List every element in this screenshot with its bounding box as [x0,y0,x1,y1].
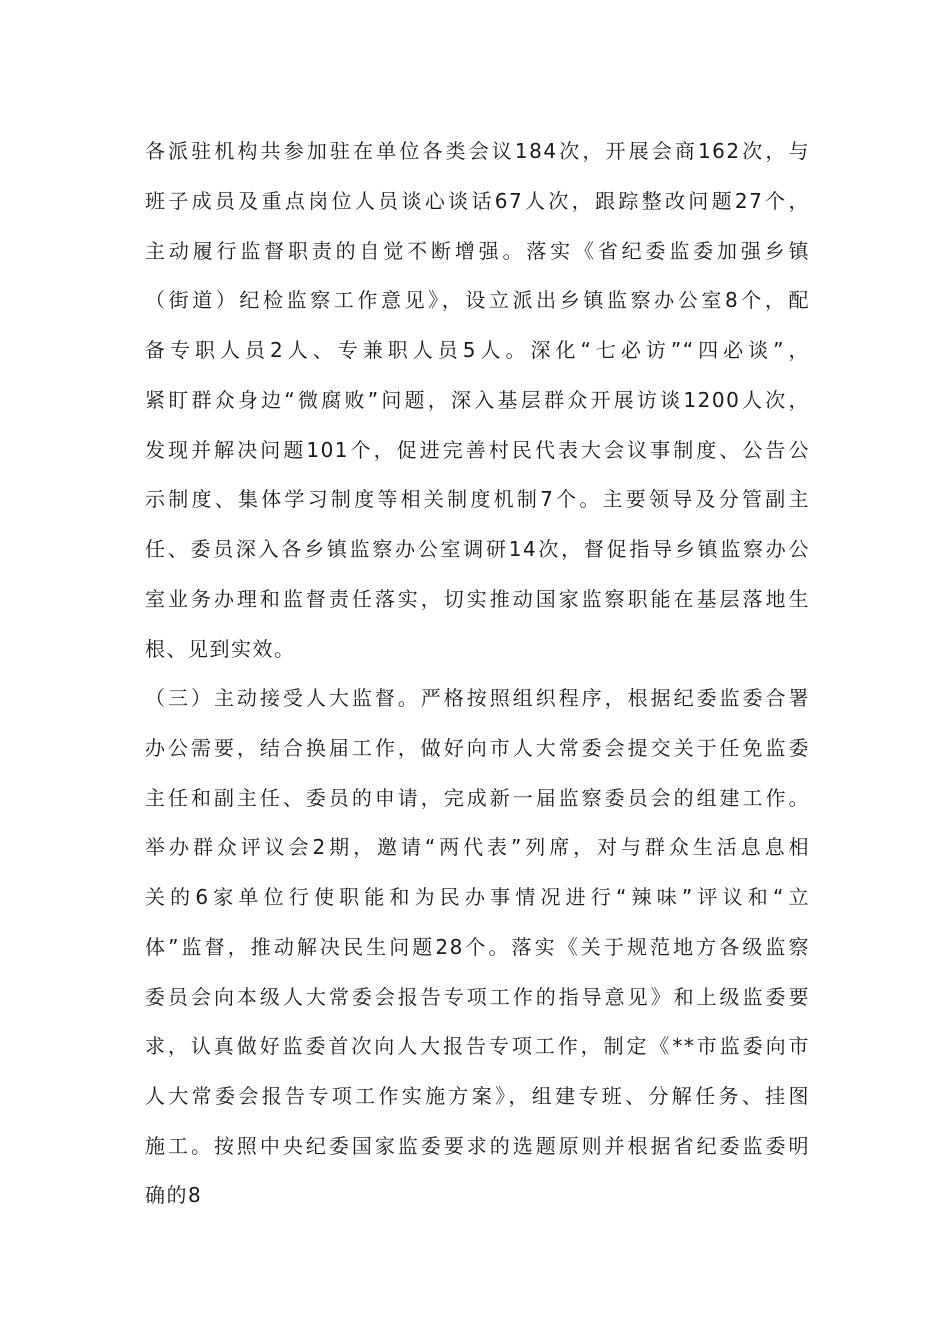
text-line: 发现并解决问题101个，促进完善村民代表大会议事制度、公告公 [145,438,810,462]
text-line: 各派驻机构共参加驻在单位各类会议184次，开展会商162次，与 [145,139,810,163]
section-heading-line: （三）主动接受人大监督。严格按照组织程序，根据纪委监委合署 [145,686,810,710]
text-line: 求，认真做好监委首次向人大报告专项工作，制定《**市监委向市 [145,1034,810,1058]
text-line: 委员会向本级人大常委会报告专项工作的指导意见》和上级监委要 [145,985,810,1009]
text-line: 体”监督，推动解决民生问题28个。落实《关于规范地方各级监察 [145,935,810,959]
text-line: 室业务办理和监督责任落实，切实推动国家监察职能在基层落地生 [145,587,810,611]
text-line: 备专职人员2人、专兼职人员5人。深化“七必访”“四必谈”， [145,338,810,362]
text-line: 办公需要，结合换届工作，做好向市人大常委会提交关于任免监委 [145,736,810,760]
text-line: 主动履行监督职责的自觉不断增强。落实《省纪委监委加强乡镇 [145,239,810,263]
text-line: 施工。按照中央纪委国家监委要求的选题原则并根据省纪委监委明 [145,1134,810,1158]
text-line: 示制度、集体学习制度等相关制度机制7个。主要领导及分管副主 [145,487,810,511]
text-line: 任、委员深入各乡镇监察办公室调研14次，督促指导乡镇监察办公 [145,537,810,561]
text-line: （街道）纪检监察工作意见》，设立派出乡镇监察办公室8个，配 [145,288,810,312]
text-line: 举办群众评议会2期，邀请“两代表”列席，对与群众生活息息相 [145,835,810,859]
text-line: 关的6家单位行使职能和为民办事情况进行“辣味”评议和“立 [145,885,810,909]
text-line: 紧盯群众身边“微腐败”问题，深入基层群众开展访谈1200人次， [145,388,810,412]
text-line: 人大常委会报告专项工作实施方案》，组建专班、分解任务、挂图 [145,1084,810,1108]
text-line: 确的8 [145,1183,203,1207]
text-line: 主任和副主任、委员的申请，完成新一届监察委员会的组建工作。 [145,786,810,810]
text-line: 根、见到实效。 [145,637,296,661]
text-line: 班子成员及重点岗位人员谈心谈话67人次，跟踪整改问题27个， [145,189,810,213]
